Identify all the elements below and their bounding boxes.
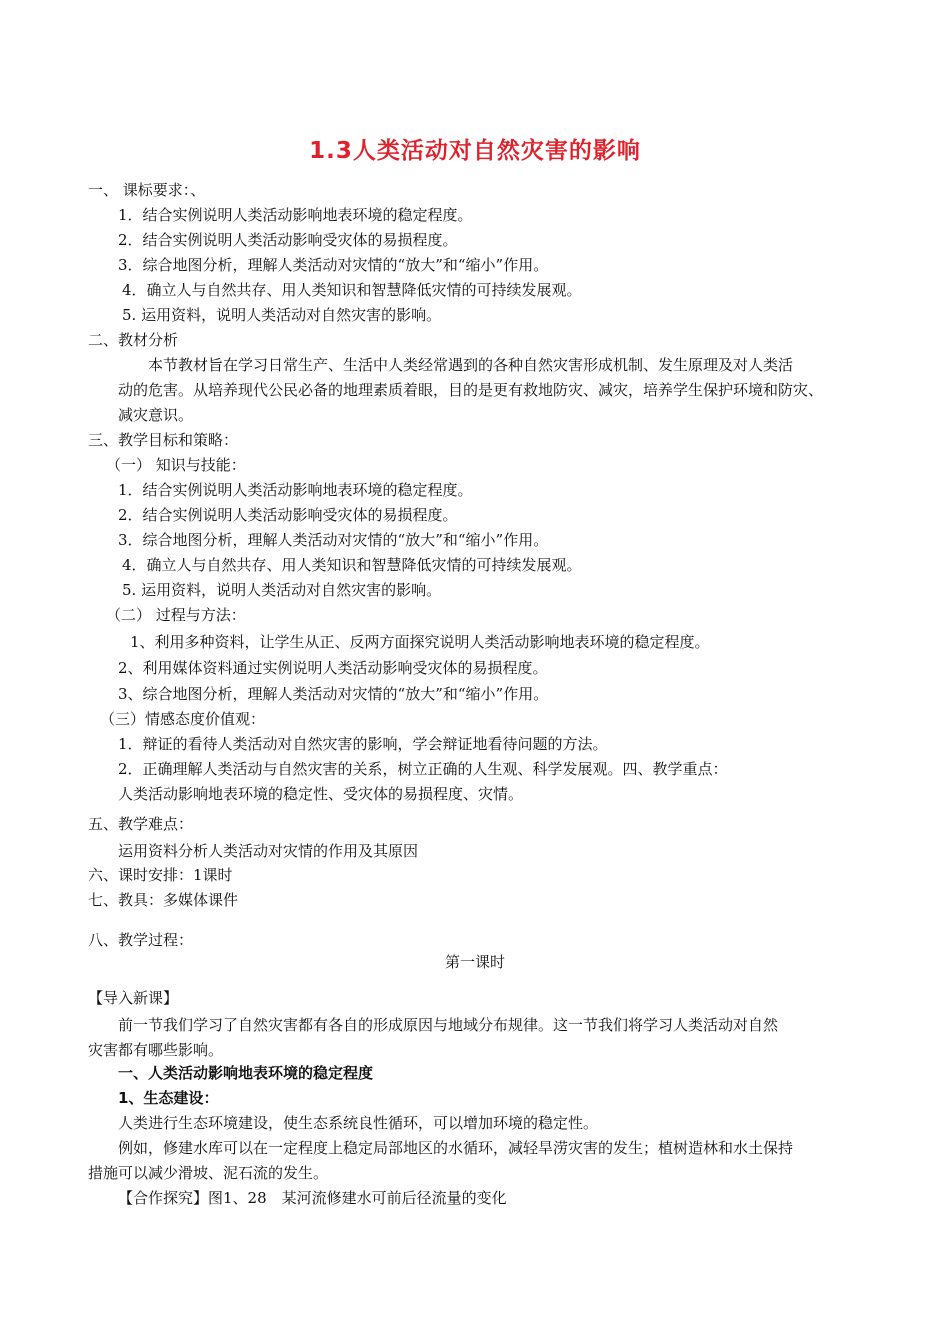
section-5-heading: 五、教学难点： — [88, 815, 194, 833]
part-1-line-1: 人类进行生态环境建设，使生态系统良性循环，可以增加环境的稳定性。 — [118, 1114, 599, 1132]
part-1-heading: 一、人类活动影响地表环境的稳定程度 — [118, 1064, 374, 1082]
s3-sub1-item-1: 1．结合实例说明人类活动影响地表环境的稳定程度。 — [118, 481, 473, 499]
s3-sub1-item-3: 3．综合地图分析，理解人类活动对灾情的“放大”和“缩小”作用。 — [118, 531, 549, 549]
s3-sub2-item-3: 3、综合地图分析，理解人类活动对灾情的“放大”和“缩小”作用。 — [118, 685, 549, 703]
s3-sub1-item-5: 5. 运用资料，说明人类活动对自然灾害的影响。 — [122, 581, 442, 599]
document-title: 1.3人类活动对自然灾害的影响 — [309, 138, 641, 164]
part-1-sub: 1、生态建设： — [118, 1089, 219, 1107]
s2-line-1: 本节教材旨在学习日常生产、生活中人类经常遇到的各种自然灾害形成机制、发生原理及对人类活 — [148, 356, 794, 374]
section-6: 六、课时安排：1课时 — [88, 866, 233, 884]
intro-line-1: 前一节我们学习了自然灾害都有各自的形成原因与地域分布规律。这一节我们将学习人类活动对自然 — [118, 1016, 779, 1034]
lesson-label: 第一课时 — [444, 953, 505, 971]
part-1-line-2: 例如，修建水库可以在一定程度上稳定局部地区的水循环，减轻旱涝灾害的发生；植树造林和水土保持 — [118, 1139, 794, 1157]
section-8-heading: 八、教学过程： — [88, 931, 194, 949]
section-7: 七、教具：多媒体课件 — [88, 891, 239, 909]
s1-item-2: 2．结合实例说明人类活动影响受灾体的易损程度。 — [118, 231, 458, 249]
s1-item-4: 4．确立人与自然共存、用人类知识和智慧降低灾情的可持续发展观。 — [122, 281, 582, 299]
s3-sub3-item-3: 人类活动影响地表环境的稳定性、受灾体的易损程度、灾情。 — [118, 785, 524, 803]
part-1-line-4: 【合作探究】图1、28 某河流修建水可前后径流量的变化 — [118, 1189, 507, 1207]
s3-sub-1: （一） 知识与技能： — [106, 456, 246, 474]
s3-sub2-item-2: 2、利用媒体资料通过实例说明人类活动影响受灾体的易损程度。 — [118, 659, 548, 677]
s3-sub1-item-2: 2．结合实例说明人类活动影响受灾体的易损程度。 — [118, 506, 458, 524]
s1-item-3: 3．综合地图分析，理解人类活动对灾情的“放大”和“缩小”作用。 — [118, 256, 549, 274]
s3-sub-2: （二） 过程与方法： — [106, 606, 246, 624]
section-1-heading: 一、 课标要求：、 — [88, 181, 206, 199]
s3-sub2-item-1: 1、利用多种资料，让学生从正、反两方面探究说明人类活动影响地表环境的稳定程度。 — [130, 633, 710, 651]
intro-line-2: 灾害都有哪些影响。 — [88, 1041, 224, 1059]
section-2-heading: 二、教材分析 — [88, 331, 179, 349]
s1-item-5: 5. 运用资料，说明人类活动对自然灾害的影响。 — [122, 306, 442, 324]
s3-sub-3: （三）情感态度价值观： — [100, 710, 266, 728]
intro-heading: 【导入新课】 — [88, 989, 179, 1007]
s2-line-2: 动的危害。从培养现代公民必备的地理素质着眼，目的是更有救地防灾、减灾，培养学生保护环境和防灾、 — [118, 381, 824, 399]
section-3-heading: 三、教学目标和策略： — [88, 431, 239, 449]
s3-sub1-item-4: 4．确立人与自然共存、用人类知识和智慧降低灾情的可持续发展观。 — [122, 556, 582, 574]
s5-text: 运用资料分析人类活动对灾情的作用及其原因 — [118, 842, 419, 860]
s3-sub3-item-1: 1．辩证的看待人类活动对自然灾害的影响，学会辩证地看待问题的方法。 — [118, 735, 608, 753]
part-1-line-3: 措施可以减少滑坡、泥石流的发生。 — [88, 1164, 329, 1182]
s1-item-1: 1．结合实例说明人类活动影响地表环境的稳定程度。 — [118, 206, 473, 224]
s2-line-3: 减灾意识。 — [118, 406, 194, 424]
s3-sub3-item-2: 2．正确理解人类活动与自然灾害的关系，树立正确的人生观、科学发展观。四、教学重点： — [118, 760, 728, 778]
